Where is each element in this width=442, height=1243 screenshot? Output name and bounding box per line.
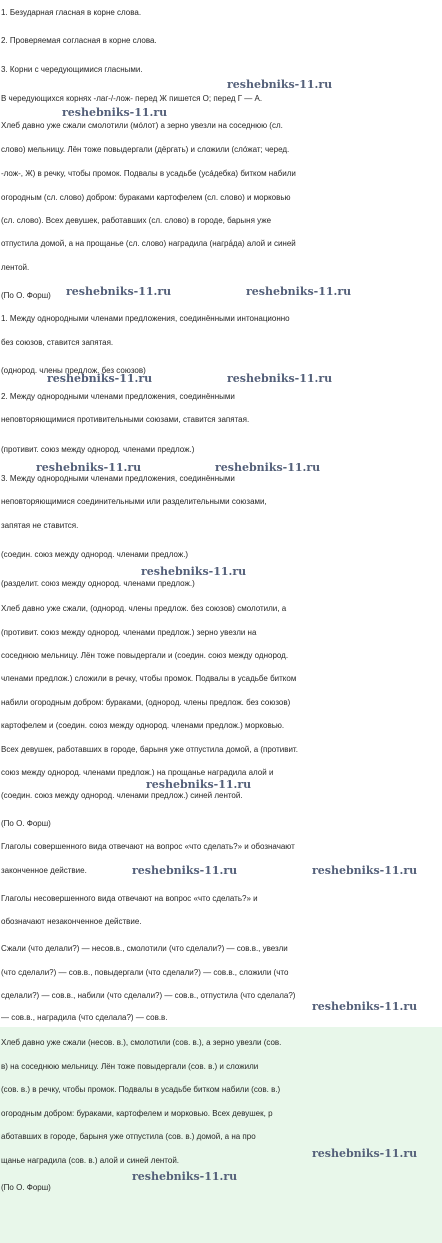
watermark: reshebniks-11.ru — [66, 285, 172, 298]
watermark: reshebniks-11.ru — [146, 778, 252, 791]
text-line: (однород. члены предлож. без союзов) — [1, 366, 146, 375]
text-line: (По О. Форш) — [1, 1183, 51, 1192]
watermark: reshebniks-11.ru — [227, 78, 333, 91]
text-line: В чередующихся корнях -лаг-/-лож- перед Ж пишется О; перед Г — А. — [1, 94, 263, 103]
watermark: reshebniks-11.ru — [36, 461, 142, 474]
text-line: (разделит. союз между однород. членами предлож.) — [1, 579, 195, 588]
watermark: reshebniks-11.ru — [312, 1000, 418, 1013]
text-line: (сл. слово). Всех девушек, работавших (сл. слово) в городе, барыня уже — [1, 216, 272, 225]
text-line: (соедин. союз между однород. членами предлож.) синей лентой. — [1, 791, 243, 800]
text-line: Хлеб давно уже сжали (несов. в.), смолотили (сов. в.), а зерно увезли (сов. — [1, 1038, 282, 1047]
text-line: картофелем и (соедин. союз между однород. членами предлож.) морковью. — [1, 721, 285, 730]
text-line: (соедин. союз между однород. членами предлож.) — [1, 550, 189, 559]
text-line: Всех девушек, работавших в городе, барыня уже отпустила домой, а (противит. — [1, 745, 298, 754]
watermark: reshebniks-11.ru — [312, 864, 418, 877]
text-line: Глаголы несовершенного вида отвечают на вопрос «что сделать?» и — [1, 894, 258, 903]
text-line: соседнюю мельницу. Лён тоже повыдергали и (соедин. союз между однород. — [1, 651, 289, 660]
text-line: 2. Между однородными членами предложения, соединёнными — [1, 392, 235, 401]
text-line: аботавших в городе, барыня уже отпустила (сов. в.) домой, а на про — [1, 1132, 256, 1141]
text-line: (что сделали?) — сов.в., повыдергали (что сделали?) — сов.в., сложили (что — [1, 968, 289, 977]
text-line: 1. Безударная гласная в корне слова. — [1, 8, 142, 17]
text-line: 2. Проверяемая согласная в корне слова. — [1, 36, 157, 45]
text-line: в) на соседнюю мельницу. Лён тоже повыдергали (сов. в.) и сложили — [1, 1062, 259, 1071]
text-line: Глаголы совершенного вида отвечают на вопрос «что сделать?» и обозначают — [1, 842, 295, 851]
text-line: огородным добром: бураками, картофелем и морковью. Всех девушек, р — [1, 1109, 273, 1118]
watermark: reshebniks-11.ru — [215, 461, 321, 474]
text-line: (По О. Форш) — [1, 819, 51, 828]
text-line: запятая не ставится. — [1, 521, 79, 530]
text-line: 1. Между однородными членами предложения, соединёнными интонационно — [1, 314, 290, 323]
text-line: (По О. Форш) — [1, 291, 51, 300]
text-line: законченное действие. — [1, 866, 87, 875]
text-line: (противит. союз между однород. членами предлож.) — [1, 445, 195, 454]
text-line: союз между однород. членами предлож.) на прощанье наградила алой и — [1, 768, 274, 777]
watermark: reshebniks-11.ru — [132, 1170, 238, 1183]
text-line: отпустила домой, а на прощанье (сл. слово) наградила (награ́да) алой и синей — [1, 239, 296, 248]
watermark: reshebniks-11.ru — [62, 106, 168, 119]
watermark: reshebniks-11.ru — [246, 285, 352, 298]
text-line: Хлеб давно уже сжали, (однород. члены предлож. без союзов) смолотили, а — [1, 604, 287, 613]
text-line: без союзов, ставится запятая. — [1, 338, 114, 347]
text-line: (противит. союз между однород. членами предлож.) зерно увезли на — [1, 628, 257, 637]
watermark: reshebniks-11.ru — [132, 864, 238, 877]
text-line: неповторяющимися соединительными или разделительными союзами, — [1, 497, 267, 506]
text-line: щанье наградила (сов. в.) алой и синей лентой. — [1, 1156, 180, 1165]
text-line: лентой. — [1, 263, 30, 272]
text-line: — сов.в., наградила (что сделала?) — сов.в. — [1, 1013, 168, 1022]
text-line: 3. Между однородными членами предложения, соединёнными — [1, 474, 235, 483]
text-line: Хлеб давно уже сжали смолотили (мóлот) а зерно увезли на соседнюю (сл. — [1, 121, 283, 130]
text-line: огородным (сл. слово) добром: бураками картофелем (сл. слово) и морковью — [1, 193, 291, 202]
text-line: (сов. в.) в речку, чтобы промок. Подвалы в усадьбе битком набили (сов. в.) — [1, 1085, 281, 1094]
watermark: reshebniks-11.ru — [47, 372, 153, 385]
text-line: набили огородным добром: бураками, (однород. члены предлож. без союзов) — [1, 698, 291, 707]
text-line: Сжали (что делали?) — несов.в., смолотили (что сделали?) — сов.в., увезли — [1, 944, 288, 953]
text-line: членами предлож.) сложили в речку, чтобы промок. Подвалы в усадьбе битком — [1, 674, 297, 683]
watermark: reshebniks-11.ru — [312, 1147, 418, 1160]
text-line: сделали?) — сов.в., набили (что сделали?) — сов.в., отпустила (что сделала?) — [1, 991, 296, 1000]
watermark: reshebniks-11.ru — [227, 372, 333, 385]
text-line: обозначают незаконченное действие. — [1, 917, 142, 926]
text-line: 3. Корни с чередующимися гласными. — [1, 65, 143, 74]
text-line: неповторяющимися противительными союзами, ставится запятая. — [1, 415, 250, 424]
watermark: reshebniks-11.ru — [141, 565, 247, 578]
text-line: слово) мельницу. Лён тоже повыдергали (дёргать) и сложили (слóжат; черед. — [1, 145, 290, 154]
text-line: -лож-, Ж) в речку, чтобы промок. Подвалы в усадьбе (усáдебка) битком набили — [1, 169, 296, 178]
